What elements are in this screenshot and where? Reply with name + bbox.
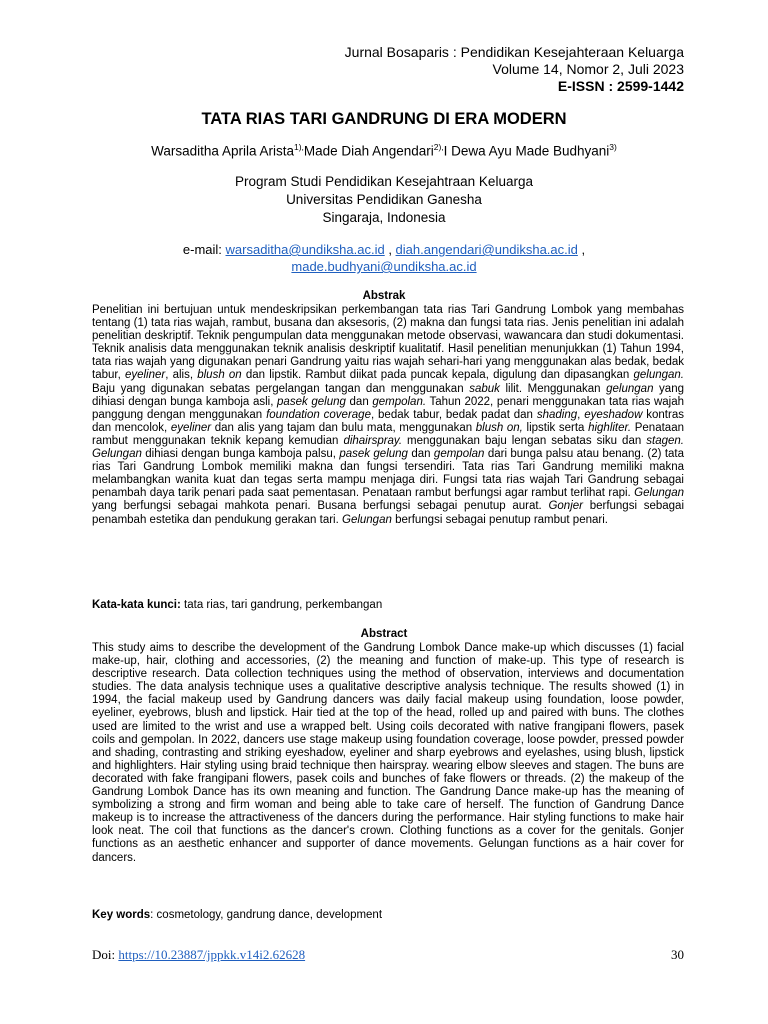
text-run: dan [407, 448, 434, 461]
text-run: yang dihiasi dengan bunga kamboja asli, [92, 382, 684, 408]
affiliation-program: Program Studi Pendidikan Kesejahtraan Keluarga [235, 174, 533, 189]
doi-link[interactable]: https://10.23887/jppkk.v14i2.62628 [118, 947, 306, 962]
italic-term: stagen. [646, 434, 685, 447]
text-run: berfungsi sebagai penutup rambut penari. [391, 513, 608, 526]
text-run: menggunakan baju lengan sebatas siku dan [402, 434, 647, 447]
email-separator: , [384, 242, 396, 257]
text-run: dan [345, 395, 373, 408]
italic-term: eyeliner [124, 369, 166, 382]
kata-kunci-text: tata rias, tari gandrung, perkembangan [180, 599, 383, 611]
text-run: , [577, 408, 585, 421]
italic-term: gelungan. [633, 369, 685, 382]
email-link[interactable]: warsaditha@undiksha.ac.id [225, 242, 385, 257]
email-separator: , [577, 242, 586, 257]
italic-term: shading [536, 408, 578, 421]
journal-issn: E-ISSN : 2599-1442 [557, 78, 684, 94]
email-link[interactable]: made.budhyani@undiksha.ac.id [291, 259, 477, 274]
italic-term: sabuk [469, 382, 500, 395]
italic-term: dihairspray. [343, 434, 403, 447]
text-run: yang berfungsi sebagai mahkota penari. Busana berfungsi sebagai penutup aurat. [92, 500, 549, 513]
text-run: Baju yang digunakan sebatas pergelangan tangan dan menggunakan [92, 382, 470, 395]
affiliation [0, 173, 768, 227]
text-run: , alis, [165, 369, 198, 382]
key-words-label: Key words [92, 909, 151, 921]
text-run: lilit. Menggunakan [499, 382, 607, 395]
abstrak-body [92, 304, 684, 527]
email-link[interactable]: diah.angendari@undiksha.ac.id [395, 242, 578, 257]
text-run: Tahun 2022, penari menggunakan tata rias wajah panggung dengan menggunakan [92, 395, 684, 421]
italic-term: foundation coverage [266, 408, 371, 421]
italic-term: Gelungan [342, 513, 392, 526]
author-affiliation-mark: 1), [293, 142, 304, 152]
italic-term: eyeliner [170, 421, 212, 434]
email-block [0, 241, 768, 275]
italic-term: eyeshadow [584, 408, 643, 421]
key-words-text: : cosmetology, gandrung dance, development [150, 909, 383, 921]
journal-volume: Volume 14, Nomor 2, Juli 2023 [492, 61, 684, 77]
abstrak-heading: Abstrak [362, 290, 406, 302]
author-affiliation-mark: 2), [433, 142, 444, 152]
text-run: dihiasi dengan bunga kamboja palsu, [141, 448, 340, 461]
kata-kunci-label: Kata-kata kunci: [92, 599, 181, 611]
author-name: I Dewa Ayu Made Budhyani [443, 143, 610, 159]
email-label: e-mail: [182, 242, 226, 257]
paper-title: TATA RIAS TARI GANDRUNG DI ERA MODERN [201, 110, 567, 128]
affiliation-university: Universitas Pendidikan Ganesha [286, 192, 482, 207]
italic-term: pasek gelung [339, 448, 408, 461]
author-list [0, 142, 768, 159]
journal-name: Jurnal Bosaparis : Pendidikan Kesejahteraan Keluarga [344, 44, 684, 60]
doi-label: Doi: [92, 947, 119, 962]
italic-term: Gelungan [92, 448, 142, 461]
text-run: dan lipstik. Rambut diikat pada puncak kepala, digulung dan dipasangkan [241, 369, 634, 382]
author-affiliation-mark: 3) [609, 142, 617, 152]
italic-term: pasek gelung [277, 395, 346, 408]
italic-term: gempolan [433, 448, 485, 461]
italic-term: Gelungan [634, 487, 684, 500]
text-run: berfungsi sebagai penambah estetika dan pendukung gerakan tari. [92, 500, 684, 526]
journal-header [345, 44, 684, 95]
text-run: , bedak tabur, bedak padat dan [370, 408, 537, 421]
text-run: dari bunga palsu atau benang. (2) tata rias Tari Gandrung Lombok memiliki makna dan fungsi tersendiri. Tata rias Tari Gandrung memiliki makna melambangkan wanita kuat dan tegas serta mampu menjaga diri. Fungsi tata rias wajah Tari Gandrung sebagai penambah daya tarik penari pada saat pementasan. Penataan rambut berfungsi agar rambut terlihat rapi. [92, 448, 685, 500]
doi-footer [92, 947, 684, 963]
italic-term: blush on, [475, 421, 523, 434]
text-run: Penelitian ini bertujuan untuk mendeskripsikan perkembangan tata rias Tari Gandrung Lombok yang membahas tentang (1) tata rias wajah, rambut, busana dan aksesoris, (2) makna dan fungsi tata rias. Jenis penelitian ini adalah penelitian deskriptif. Teknik pengumpulan data menggunakan metode observasi, wawancara dan studi dokumentasi. Teknik analisis data menggunakan teknik analisis deskriptif kualitatif. Hasil penelitian menunjukkan (1) Tahun 1994, tata rias wajah yang digunakan penari Gandrung yaitu rias wajah sehari-hari yang menggunakan alas bedak, bedak tabur, [92, 304, 684, 382]
text-run: kontras dan mencolok, [92, 408, 684, 434]
text-run: dan alis yang tajam dan bulu mata, menggunakan [211, 421, 476, 434]
italic-term: gempolan. [372, 395, 427, 408]
page-number: 30 [671, 947, 684, 962]
author-name: Warsaditha Aprila Arista [151, 143, 294, 159]
text-run: lipstik serta [522, 421, 589, 434]
abstract-heading: Abstract [360, 628, 408, 640]
italic-term: gelungan [606, 382, 654, 395]
abstract-body: This study aims to describe the development of the Gandrung Lombok Dance make-up which discusses (1) facial make-up, hair, clothing and accessories, (2) the meaning and function of make-up. This type of research is descriptive research. Data collection techniques using the method of observation, interviews and documentation studies. The data analysis technique uses a qualitative descriptive analysis technique. The results showed (1) in 1994, the facial makeup used by Gandrung dancers was daily facial makeup using foundation, loose powder, eyeliner, eyebrows, blush and lipstick. Hair tied at the top of the head, rolled up and paired with buns. The clothes used are limited to the wrist and use a wrapped belt. Using coils decorated with native frangipani flowers, pasek coils and gempolan. In 2022, dancers use stage makeup using foundation coverage, loose powder, pressed powder and shading, contrasting and striking eyeshadow, eyeliner and sharp eyebrows and eyelashes, using blush, lipstick and highlighters. Hair styling using braid technique then hairspray. wearing elbow sleeves and stagen. The buns are decorated with fake frangipani flowers, pasek coils and bunches of fake flowers or threads. (2) the makeup of the Gandrung Lombok Dance has its own meaning and function. The Gandrung Dance make-up has the meaning of symbolizing a strong and firm woman and being able to take care of herself. The function of Gandrung Dance makeup is to increase the attractiveness of the dancers during the performance. Hair styling functions to make hair look neat. The coil that functions as the dancer's crown. Clothing functions as a cover for the genitals. Gonjer functions as an aesthetic enhancer and supporter of dance movements. Gelungan functions as a hair cover for dancers. [92, 642, 684, 864]
affiliation-location: Singaraja, Indonesia [322, 210, 446, 225]
key-words [92, 909, 684, 921]
italic-term: blush on [197, 369, 242, 382]
kata-kunci [92, 599, 684, 611]
italic-term: Gonjer [548, 500, 583, 513]
author-name: Made Diah Angendari [303, 143, 434, 159]
text-run: Penataan rambut menggunakan teknik kepang kemudian [92, 421, 684, 447]
italic-term: highliter. [588, 421, 632, 434]
